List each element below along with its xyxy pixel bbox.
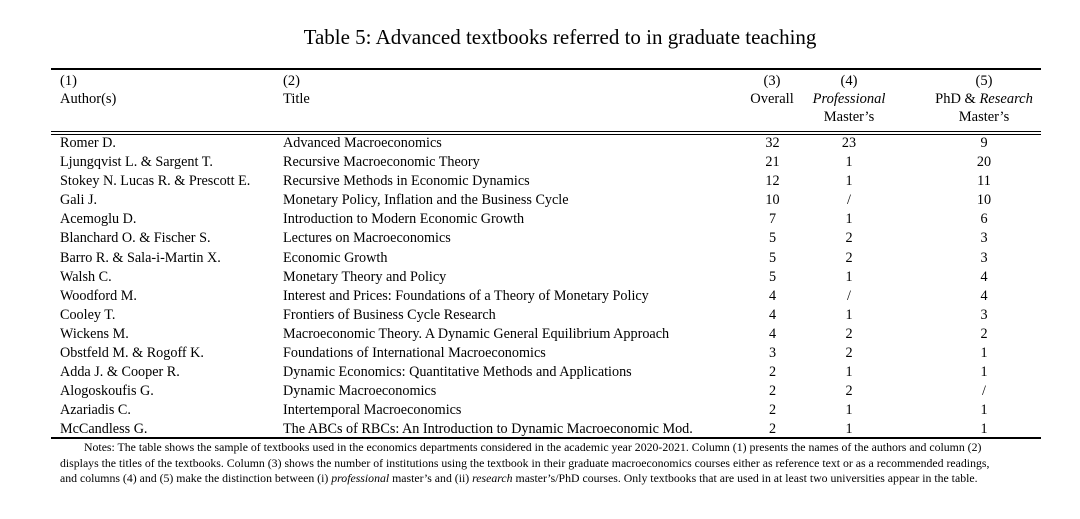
table-row	[0, 229, 1080, 248]
header-col5-label-b: Research	[979, 91, 1033, 107]
table-row	[0, 249, 1080, 268]
cell-research: 2	[980, 325, 988, 342]
cell-professional: 1	[845, 364, 853, 381]
table-row	[0, 325, 1080, 344]
cell-professional: 2	[845, 383, 853, 400]
header-col1-number: (1)	[60, 73, 77, 89]
table-body	[0, 134, 1080, 440]
cell-title: Intertemporal Macroeconomics	[283, 402, 462, 419]
cell-research: 20	[976, 154, 992, 171]
header-col3-label: Overall	[750, 91, 794, 107]
notes-line-1: Notes: The table shows the sample of textbooks used in the economics departments considered in the academic year 2020-2021. Column (1) presents the names of the authors and column (2)	[84, 440, 982, 454]
cell-overall: 4	[768, 325, 777, 342]
header-col5-number: (5)	[975, 73, 993, 89]
header-col3-number: (3)	[763, 73, 781, 89]
cell-overall: 2	[768, 383, 777, 400]
cell-author: Blanchard O. & Fischer S.	[60, 230, 211, 247]
cell-title: Recursive Macroeconomic Theory	[283, 154, 480, 171]
table-row	[0, 210, 1080, 229]
header-col4-label-2: Master’s	[823, 109, 875, 125]
cell-author: Stokey N. Lucas R. & Prescott E.	[60, 173, 251, 190]
cell-author: Woodford M.	[60, 287, 137, 304]
table-row	[0, 268, 1080, 287]
cell-overall: 3	[768, 345, 777, 362]
cell-research: 3	[980, 230, 988, 247]
bottom-rule	[51, 437, 1041, 439]
cell-professional: 1	[845, 211, 853, 228]
table-row	[0, 153, 1080, 172]
table-row	[0, 344, 1080, 363]
header-col2-number: (2)	[283, 73, 300, 89]
cell-overall: 4	[768, 287, 777, 304]
table-notes	[60, 440, 1070, 487]
cell-professional: /	[847, 287, 851, 304]
top-rule	[51, 68, 1041, 70]
cell-title: Economic Growth	[283, 249, 388, 266]
header-col1-label: Author(s)	[60, 91, 117, 107]
notes-line-3-a: and columns (4) and (5) make the distinction between (i)	[60, 471, 332, 486]
cell-research: 10	[976, 192, 992, 209]
header-col1	[60, 72, 116, 108]
cell-research: 1	[980, 402, 988, 419]
cell-overall: 5	[768, 249, 777, 266]
header-col5	[915, 72, 1053, 126]
cell-research: 3	[980, 249, 988, 266]
cell-author: Barro R. & Sala-i-Martin X.	[60, 249, 221, 266]
cell-professional: 2	[845, 230, 853, 247]
cell-author: Adda J. & Cooper R.	[60, 364, 180, 381]
cell-research: 4	[980, 268, 988, 285]
cell-professional: 1	[845, 421, 853, 438]
header-col2	[283, 72, 310, 108]
table-row	[0, 382, 1080, 401]
cell-overall: 4	[768, 306, 777, 323]
cell-professional: 2	[845, 249, 853, 266]
cell-author: Acemoglu D.	[60, 211, 137, 228]
cell-overall: 2	[768, 402, 777, 419]
cell-author: Gali J.	[60, 192, 98, 209]
cell-title: Lectures on Macroeconomics	[283, 230, 451, 247]
notes-line-3-b: professional	[331, 471, 390, 486]
cell-professional: 1	[845, 268, 853, 285]
cell-overall: 2	[768, 421, 777, 438]
header-col5-label	[915, 90, 1053, 108]
cell-title: Interest and Prices: Foundations of a Theory of Monetary Policy	[283, 287, 649, 304]
cell-title: Introduction to Modern Economic Growth	[283, 211, 525, 228]
table-row	[0, 191, 1080, 210]
cell-overall: 32	[765, 135, 780, 151]
header-rule-1	[51, 131, 1041, 132]
table-row	[0, 306, 1080, 325]
table-row	[0, 287, 1080, 306]
table-row	[0, 401, 1080, 420]
header-col2-label: Title	[283, 91, 310, 107]
notes-line-3	[60, 471, 1070, 487]
header-col5-label-a: PhD &	[935, 91, 980, 107]
table-row	[0, 134, 1080, 153]
header-col4	[800, 72, 898, 126]
cell-author: McCandless G.	[60, 421, 148, 438]
notes-line-3-d: research	[472, 471, 513, 486]
table-row	[0, 363, 1080, 382]
cell-professional: 1	[845, 402, 853, 419]
cell-research: 1	[980, 421, 988, 438]
table-row	[0, 172, 1080, 191]
cell-title: Dynamic Economics: Quantitative Methods and Applications	[283, 364, 632, 381]
cell-author: Obstfeld M. & Rogoff K.	[60, 345, 204, 362]
header-col4-number: (4)	[840, 73, 858, 89]
cell-research: 3	[980, 306, 988, 323]
cell-research: 6	[980, 211, 988, 228]
cell-title: Recursive Methods in Economic Dynamics	[283, 173, 530, 190]
cell-title: The ABCs of RBCs: An Introduction to Dynamic Macroeconomic Mod.	[283, 421, 693, 438]
cell-research: /	[982, 383, 986, 400]
cell-title: Monetary Policy, Inflation and the Business Cycle	[283, 192, 569, 209]
cell-professional: 23	[841, 135, 857, 151]
cell-overall: 7	[768, 211, 777, 228]
cell-title: Macroeconomic Theory. A Dynamic General Equilibrium Approach	[283, 325, 670, 342]
cell-overall: 5	[768, 230, 777, 247]
cell-author: Walsh C.	[60, 268, 112, 285]
cell-professional: /	[847, 192, 851, 209]
cell-author: Cooley T.	[60, 306, 116, 323]
cell-title: Monetary Theory and Policy	[283, 268, 447, 285]
cell-research: 4	[980, 287, 988, 304]
cell-professional: 2	[845, 345, 853, 362]
cell-professional: 1	[845, 173, 853, 190]
header-col3	[742, 72, 802, 108]
cell-author: Ljungqvist L. & Sargent T.	[60, 154, 213, 171]
cell-author: Azariadis C.	[60, 402, 131, 419]
cell-research: 1	[980, 345, 988, 362]
header-col5-label-2: Master’s	[958, 109, 1010, 125]
cell-research: 11	[977, 173, 991, 190]
cell-research: 1	[980, 364, 988, 381]
cell-professional: 1	[845, 306, 853, 323]
header-col4-label: Professional	[812, 91, 886, 107]
cell-title: Advanced Macroeconomics	[283, 135, 442, 151]
notes-line-3-e: master’s/PhD courses. Only textbooks that are used in at least two universities appear in the table.	[512, 471, 978, 486]
cell-title: Dynamic Macroeconomics	[283, 383, 437, 400]
cell-overall: 2	[768, 364, 777, 381]
cell-author: Romer D.	[60, 135, 116, 151]
notes-line-2: displays the titles of the textbooks. Column (3) shows the number of institutions using the textbook in their graduate macroeconomics courses either as reference text or as a recommended readings,	[60, 455, 990, 470]
cell-overall: 12	[765, 173, 780, 190]
cell-overall: 21	[765, 154, 780, 171]
cell-author: Alogoskoufis G.	[60, 383, 154, 400]
cell-professional: 2	[845, 325, 853, 342]
cell-title: Frontiers of Business Cycle Research	[283, 306, 496, 323]
cell-professional: 1	[845, 154, 853, 171]
cell-overall: 10	[765, 192, 780, 209]
cell-research: 9	[980, 135, 988, 151]
cell-author: Wickens M.	[60, 325, 129, 342]
notes-line-3-c: master’s and (ii)	[389, 471, 473, 486]
cell-title: Foundations of International Macroeconomics	[283, 345, 546, 362]
cell-overall: 5	[768, 268, 777, 285]
table-caption: Table 5: Advanced textbooks referred to in graduate teaching	[303, 25, 817, 49]
